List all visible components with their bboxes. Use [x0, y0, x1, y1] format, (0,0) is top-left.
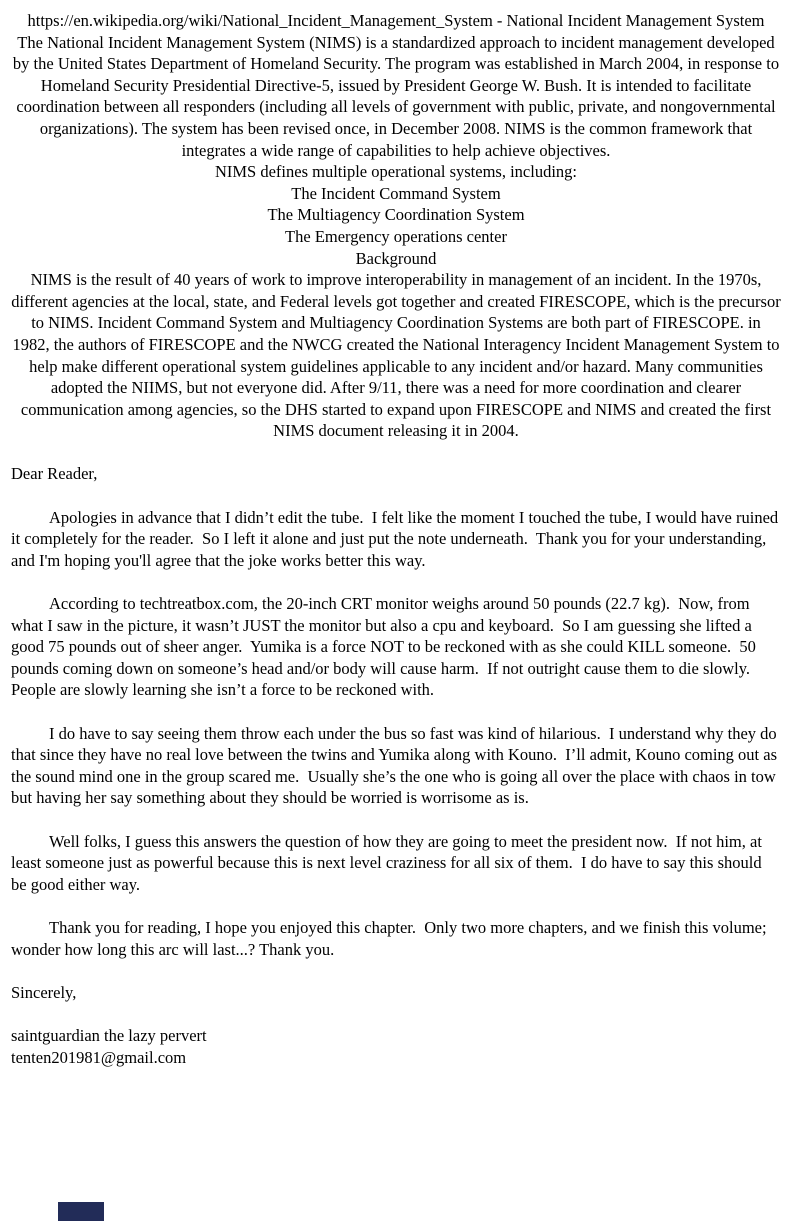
systems-heading: NIMS defines multiple operational systems, including: — [214, 162, 578, 182]
letter-salutation: Dear Reader, — [11, 464, 98, 484]
system-item-multiagency-coordination: The Multiagency Coordination System — [267, 205, 525, 225]
system-item-incident-command: The Incident Command System — [291, 183, 501, 203]
reader-letter-section — [11, 463, 781, 1068]
system-item-emergency-operations: The Emergency operations center — [285, 226, 507, 246]
letter-paragraph-under-the-bus: I do have to say seeing them throw each under the bus so fast was kind of hilarious. I understand why they do that since they have no real love between the twins and Yumika along with Kouno. I’ll admit, Kouno coming out as the sound mind one in the group scared me. Usually she’s the one who is going all over the place with chaos in tow but having her say something about they should be worried is worrisome as is. — [11, 723, 782, 808]
signature-email: tenten201981@gmail.com — [11, 1047, 187, 1067]
nims-intro-paragraph: The National Incident Management System (NIMS) is a standardized approach to incident management developed by the United States Department of Homeland Security. The program was established in March 2004, in response to Homeland Security Presidential Directive-5, issued by President George W. Bush. It is intended to facilitate coordination between all responders (including all levels of government with public, private, and nongovernmental organizations). The system has been revised once, in December 2008. NIMS is the common framework that integrates a wide range of capabilities to help achieve objectives. — [12, 32, 780, 160]
nims-article-section — [11, 10, 781, 442]
letter-paragraph-crt-monitor: According to techtreatbox.com, the 20-inch CRT monitor weighs around 50 pounds (22.7 kg). Now, from what I saw in the picture, it wasn’t JUST the monitor but also a cpu and keyboard. So I am guessing she lifted a good 75 pounds out of sheer anger. Yumika is a force NOT to be reckoned with as she could KILL someone. 50 pounds coming down on someone’s head and/or body will cause harm. If not outright cause them to die slowly. People are slowly learning she isn’t a force to be reckoned with. — [11, 594, 761, 700]
taskbar-fragment[interactable] — [58, 1202, 104, 1221]
background-heading: Background — [355, 248, 437, 268]
letter-paragraph-president: Well folks, I guess this answers the question of how they are going to meet the president now. If not him, at least someone just as powerful because this is next level craziness for all six of them. I do have to say this should be good either way. — [11, 831, 767, 894]
letter-closing: Sincerely, — [11, 982, 77, 1002]
source-url-line: https://en.wikipedia.org/wiki/National_Incident_Management_System - National Incident Management System — [27, 11, 765, 30]
signature-name: saintguardian the lazy pervert — [11, 1025, 207, 1045]
letter-paragraph-apologies: Apologies in advance that I didn’t edit the tube. I felt like the moment I touched the tube, I would have ruined it completely for the reader. So I left it alone and just put the note underneath. Thank you for your understanding, and I'm hoping you'll agree that the joke works better this way. — [11, 507, 783, 570]
background-paragraph: NIMS is the result of 40 years of work to improve interoperability in management of an incident. In the 1970s, different agencies at the local, state, and Federal levels got together and created FIRESCOPE, which is the precursor to NIMS. Incident Command System and Multiagency Coordination Systems are both part of FIRESCOPE. in 1982, the authors of FIRESCOPE and the NWCG created the National Interagency Incident Management System to help make different operational system guidelines applicable to any incident and/or hazard. Many communities adopted the NIIMS, but not everyone did. After 9/11, there was a need for more coordination and clearer communication among agencies, so the DHS started to expand upon FIRESCOPE and NIMS and created the first NIMS document releasing it in 2004. — [11, 270, 781, 441]
letter-paragraph-thanks: Thank you for reading, I hope you enjoyed this chapter. Only two more chapters, and we finish this volume; wonder how long this arc will last...? Thank you. — [11, 917, 771, 959]
